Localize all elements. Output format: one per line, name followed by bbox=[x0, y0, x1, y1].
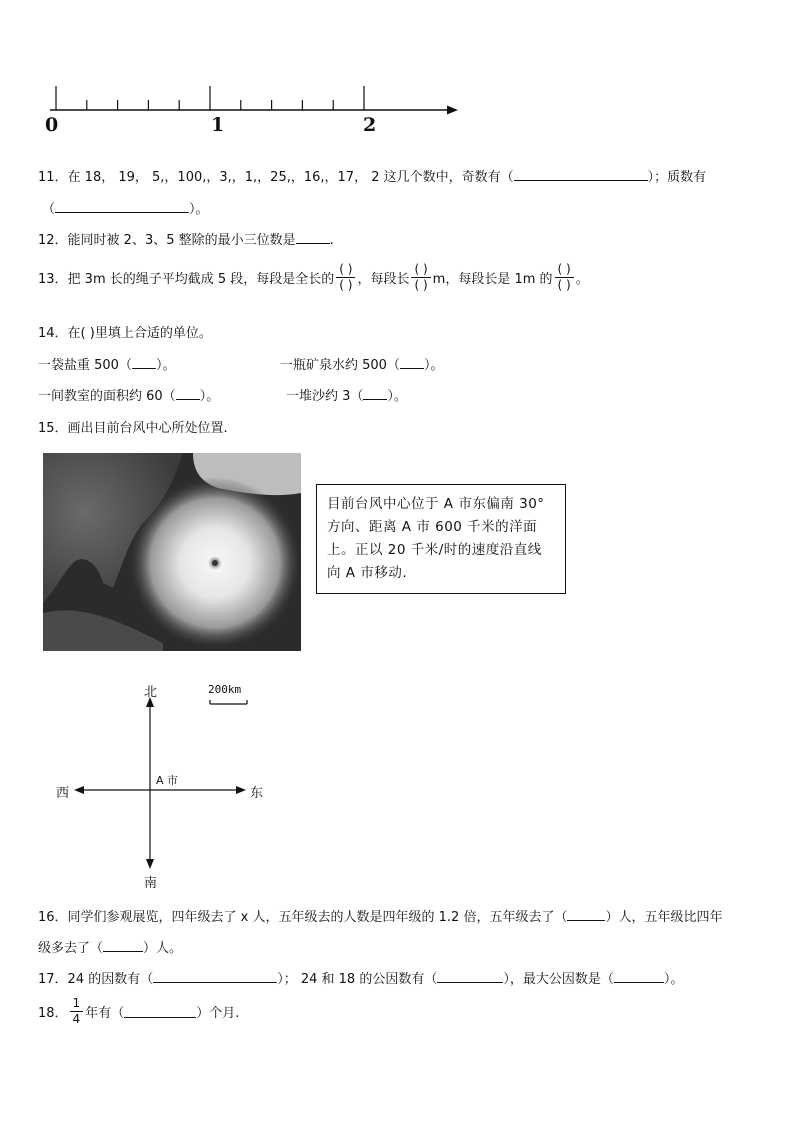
number-line-label-1: 1 bbox=[211, 114, 225, 136]
typhoon-description-box: 目前台风中心位于 A 市东偏南 30° 方向、距离 A 市 600 千米的洋面上。正以 20 千米/时的速度沿直线向 A 市移动. bbox=[316, 484, 566, 594]
q14-item-salt: 一袋盐重 500（ ）。 bbox=[38, 358, 176, 373]
q18-fraction: $\frac{1}{4}$ bbox=[70, 996, 84, 1027]
compass-north-label: 北 bbox=[144, 685, 158, 700]
q14-water-blank[interactable] bbox=[400, 356, 424, 369]
q13-fraction-1[interactable]: $\frac{( )}{( )}$ bbox=[336, 262, 355, 293]
q17-gcd-blank[interactable] bbox=[614, 970, 664, 983]
city-a-label: A 市 bbox=[156, 774, 179, 787]
q17-factors-blank[interactable] bbox=[153, 970, 277, 983]
question-16-line-1: 16．同学们参观展览，四年级去了 x 人，五年级去的人数是四年级的 1.2 倍，五年级去了（ ）人，五年级比四年 bbox=[38, 910, 723, 925]
q14-classroom-blank[interactable] bbox=[176, 387, 200, 400]
question-11-line-2: （ ）。 bbox=[42, 202, 209, 217]
number-line-label-0: 0 bbox=[45, 114, 59, 136]
q14-sand-blank[interactable] bbox=[363, 387, 387, 400]
q12-answer-blank[interactable] bbox=[296, 231, 330, 244]
question-15-title: 15．画出目前台风中心所处位置. bbox=[38, 421, 228, 436]
q16-difference-blank[interactable] bbox=[103, 939, 143, 952]
number-line-label-2: 2 bbox=[363, 114, 377, 136]
q14-salt-blank[interactable] bbox=[132, 356, 156, 369]
q14-item-sand: 一堆沙约 3（ ）。 bbox=[286, 389, 407, 404]
compass-east-label: 东 bbox=[250, 786, 264, 801]
question-18: 18． $\frac{1}{4}$ 年有（ ）个月. bbox=[38, 996, 240, 1026]
number-line bbox=[40, 84, 470, 144]
question-14-title: 14．在( )里填上合适的单位。 bbox=[38, 326, 212, 341]
q13-fraction-3[interactable]: $\frac{( )}{( )}$ bbox=[555, 262, 574, 293]
q14-item-classroom: 一间教室的面积约 60（ ）。 bbox=[38, 389, 220, 404]
q14-item-water: 一瓶矿泉水约 500（ ）。 bbox=[280, 358, 444, 373]
map-scale-label: 200km bbox=[208, 683, 242, 696]
q18-months-blank[interactable] bbox=[124, 1005, 196, 1018]
question-12: 12．能同时被 2、3、5 整除的最小三位数是 . bbox=[38, 233, 334, 248]
q17-common-factors-blank[interactable] bbox=[437, 970, 503, 983]
q16-grade5-blank[interactable] bbox=[567, 908, 605, 921]
q11-prime-answer-blank[interactable] bbox=[55, 200, 189, 213]
q11-odd-answer-blank[interactable] bbox=[514, 168, 648, 181]
compass-west-label: 西 bbox=[56, 786, 70, 801]
question-17: 17．24 的因数有（ ）； 24 和 18 的公因数有（ ），最大公因数是（ ）。 bbox=[38, 972, 684, 987]
typhoon-satellite-image bbox=[43, 453, 301, 651]
question-13: 13．把 3m 长的绳子平均截成 5 段，每段是全长的 $\frac{( )}{( )}$ ，每段长 $\frac{( )}{( )}$ m，每段长是 1m 的 $\frac{( )}{( )}$ 。 bbox=[38, 262, 589, 292]
question-16-line-2: 级多去了（ ）人。 bbox=[38, 941, 183, 956]
q13-fraction-2[interactable]: $\frac{( )}{( )}$ bbox=[411, 262, 430, 293]
question-11-line-1: 11．在 18， 19， 5,，100,，3,，1,，25,，16,，17， 2 这几个数中，奇数有（ ）；质数有 bbox=[38, 170, 707, 185]
compass-south-label: 南 bbox=[144, 876, 158, 891]
